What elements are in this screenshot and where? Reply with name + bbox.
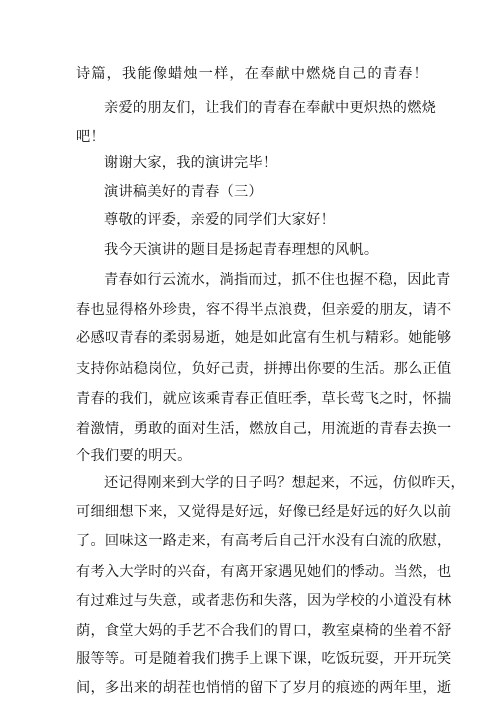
salutation: 尊敬的评委，亲爱的同学们大家好！ bbox=[104, 212, 336, 228]
text-line: 荫，食堂大妈的手艺不合我们的胃口，教室桌椅的坐着不舒 bbox=[76, 623, 452, 639]
text-line: 青春的我们，就应该乘青春正值旺季，草长莺飞之时，怀揣 bbox=[76, 391, 452, 407]
text-line: 个我们要的明天。 bbox=[76, 448, 192, 464]
text-line: 支持你站稳岗位，负好己责，拼搏出你要的生活。那么正值 bbox=[76, 361, 452, 377]
text-line: 着激情，勇敢的面对生活，燃放自己，用流逝的青春去换一 bbox=[76, 421, 452, 437]
text-line: 有考入大学时的兴奋，有离开家遇见她们的悸动。当然，也 bbox=[76, 564, 452, 580]
text-line: 有过难过与失意，或者悲伤和失落，因为学校的小道没有林 bbox=[76, 593, 452, 609]
text-line: 春也显得格外珍贵，容不得半点浪费，但亲爱的朋友，请不 bbox=[76, 302, 452, 318]
text-line: 了。回味这一路走来，有高考后自己汗水没有白流的欣慰， bbox=[76, 533, 452, 549]
text-line: 还记得刚来到大学的日子吗？想起来，不远，仿似昨天， bbox=[104, 475, 465, 491]
text-line: 谢谢大家，我的演讲完毕！ bbox=[104, 155, 278, 171]
text-line: 可细细想下来，又觉得是好远，好像已经是好远的好久以前 bbox=[76, 504, 452, 520]
text-line: 亲爱的朋友们，让我们的青春在奉献中更炽热的燃烧 bbox=[104, 100, 437, 116]
text-line: 必感叹青春的柔弱易逝，她是如此富有生机与精彩。她能够 bbox=[76, 330, 452, 346]
text-line: 我今天演讲的题目是扬起青春理想的风帆。 bbox=[104, 242, 379, 258]
text-line: 服等等。可是随着我们携手上课下课，吃饭玩耍，开开玩笑 bbox=[76, 651, 452, 667]
text-line: 诗篇，我能像蜡烛一样，在奉献中燃烧自己的青春！ bbox=[76, 66, 428, 82]
text-line: 吧！ bbox=[76, 129, 105, 145]
text-line: 青春如行云流水，淌指而过，抓不住也握不稳，因此青 bbox=[104, 272, 451, 288]
section-heading: 演讲稿美好的青春（三） bbox=[104, 184, 263, 200]
text-line: 间，多出来的胡茬也悄悄的留下了岁月的痕迹的两年里，逝 bbox=[76, 680, 452, 696]
